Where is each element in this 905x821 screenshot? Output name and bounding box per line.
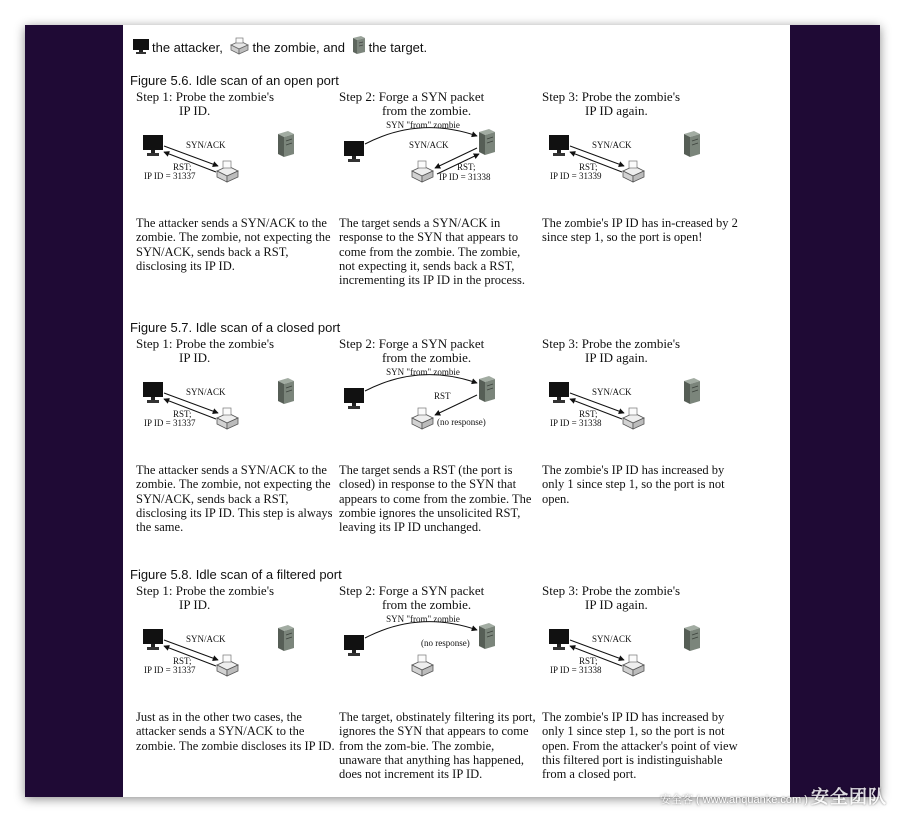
attacker-monitor-icon (143, 382, 163, 403)
step-1 (136, 584, 336, 753)
rst-label: RST; (173, 656, 192, 666)
step-3 (542, 90, 742, 245)
diagram-svg (542, 124, 742, 196)
step-description: The target, obstinately filtering its port, ignores the SYN that appears to come from the zom-bie. The zombie, unaware that anything has happened, does not increment its IP ID. (339, 710, 536, 782)
zombie-printer-icon (623, 161, 644, 182)
step-diagram (136, 618, 336, 690)
zombie-printer-icon (412, 408, 433, 429)
step-diagram (339, 120, 539, 196)
target-server-icon (479, 376, 495, 402)
ipid-label: IP ID = 31337 (144, 171, 196, 181)
watermark-big-text: 安全团队 (811, 787, 887, 807)
diagram-svg (339, 614, 539, 690)
step-subheading: IP ID. (179, 103, 211, 118)
synack-label: SYN/ACK (592, 634, 632, 644)
no-response-label: (no response) (437, 417, 486, 427)
no-response-label: (no response) (421, 638, 470, 648)
step-diagram (542, 371, 742, 443)
figure-open-port (130, 72, 780, 310)
rst-label: RST; (173, 409, 192, 419)
attacker-monitor-icon (549, 629, 569, 650)
step-description: The zombie's IP ID has in-creased by 2 since step 1, so the port is open! (542, 216, 738, 245)
figure-steps (130, 337, 780, 557)
diagram-svg (339, 120, 539, 196)
target-server-icon (278, 625, 294, 651)
target-server-icon (278, 131, 294, 157)
rst-label: RST; (579, 162, 598, 172)
synack-label: SYN/ACK (592, 387, 632, 397)
figure-title: Figure 5.8. Idle scan of a filtered port (130, 567, 342, 582)
diagram-svg (542, 371, 742, 443)
ipid-label: IP ID = 31338 (439, 172, 491, 182)
step-diagram (136, 124, 336, 196)
step-description: Just as in the other two cases, the attacker sends a SYN/ACK to the zombie. The zombie discloses its IP ID. (136, 710, 335, 753)
attacker-monitor-icon (344, 141, 364, 162)
zombie-printer-icon (217, 161, 238, 182)
diagram-svg (542, 618, 742, 690)
step-description: The attacker sends a SYN/ACK to the zombie. The zombie, not expecting the SYN/ACK, sends back a RST, disclosing its IP ID. (136, 216, 331, 273)
legend-target-text: the target. (368, 40, 428, 55)
step-description: The zombie's IP ID has increased by only 1 since step 1, so the port is not open. From the attacker's point of view this filtered port is indistinguishable from a closed port. (542, 710, 738, 782)
step-subheading: IP ID again. (585, 103, 648, 118)
ipid-label: IP ID = 31339 (550, 171, 602, 181)
rst-label: RST; (579, 656, 598, 666)
step-heading: Step 2: Forge a SYN packet (339, 583, 485, 598)
figure-title: Figure 5.6. Idle scan of an open port (130, 73, 339, 88)
zombie-printer-icon (217, 655, 238, 676)
attacker-monitor-icon (344, 388, 364, 409)
monitor-icon (132, 38, 150, 58)
synack-label: SYN/ACK (592, 140, 632, 150)
synack-label: SYN/ACK (186, 140, 226, 150)
zombie-printer-icon (217, 408, 238, 429)
diagram-svg (136, 371, 336, 443)
step-subheading: IP ID again. (585, 597, 648, 612)
step-subheading: IP ID. (179, 597, 211, 612)
diagram-svg (339, 367, 539, 443)
attacker-monitor-icon (143, 135, 163, 156)
rst-label: RST; (173, 162, 192, 172)
watermark (660, 783, 887, 809)
step-subheading: from the zombie. (382, 597, 472, 612)
figure-closed-port (130, 319, 780, 557)
step-2 (339, 337, 539, 534)
figure-title: Figure 5.7. Idle scan of a closed port (130, 320, 341, 335)
step-1 (136, 337, 336, 534)
zombie-printer-icon (412, 655, 433, 676)
rst-label: RST; (457, 162, 476, 172)
target-server-icon (684, 378, 700, 404)
synack-label: SYN/ACK (186, 387, 226, 397)
step-heading: Step 3: Probe the zombie's (542, 336, 681, 351)
zombie-printer-icon (623, 408, 644, 429)
step-heading: Step 3: Probe the zombie's (542, 89, 681, 104)
step-description: The zombie's IP ID has increased by only 1 since step 1, so the port is not open. (542, 463, 725, 506)
target-server-icon (479, 129, 495, 155)
step-2 (339, 90, 539, 287)
synack-label: SYN/ACK (186, 634, 226, 644)
step-subheading: IP ID again. (585, 350, 648, 365)
rst-label: RST; (579, 409, 598, 419)
step-heading: Step 1: Probe the zombie's (136, 89, 275, 104)
watermark-small-text: 安全客 ( www.anquanke.com ) (660, 794, 808, 806)
zombie-printer-icon (623, 655, 644, 676)
ipid-label: IP ID = 31338 (550, 418, 602, 428)
step-2 (339, 584, 539, 781)
step-3 (542, 337, 742, 506)
forged-syn-arrow (365, 622, 477, 638)
step-description: The target sends a SYN/ACK in response to the SYN that appears to come from the zombie. The zombie, not expecting it, sends back a RST, incrementing its IP ID in the process. (339, 216, 525, 288)
step-diagram (136, 371, 336, 443)
ipid-label: IP ID = 31337 (144, 665, 196, 675)
legend-zombie-text: the zombie, and (252, 40, 345, 55)
step-diagram (339, 614, 539, 690)
target-server-icon (684, 131, 700, 157)
diagram-svg (136, 124, 336, 196)
ipid-label: IP ID = 31337 (144, 418, 196, 428)
step-diagram (339, 367, 539, 443)
step-3 (542, 584, 742, 781)
zombie-printer-icon (412, 161, 433, 182)
syn-from-zombie-label: SYN "from" zombie (386, 120, 460, 130)
syn-from-zombie-label: SYN "from" zombie (386, 614, 460, 624)
rst-label: RST (434, 391, 451, 401)
legend-attacker-text: the attacker, (152, 40, 223, 55)
step-description: The attacker sends a SYN/ACK to the zombie. The zombie, not expecting the SYN/ACK, sends back a RST, disclosing its IP ID. This step is always the same. (136, 463, 333, 535)
target-server-icon (479, 623, 495, 649)
attacker-monitor-icon (143, 629, 163, 650)
step-1 (136, 90, 336, 273)
target-server-icon (278, 378, 294, 404)
figure-filtered-port (130, 566, 780, 804)
attacker-monitor-icon (549, 135, 569, 156)
diagram-svg (136, 618, 336, 690)
legend (130, 35, 427, 58)
server-icon (351, 35, 367, 58)
step-subheading: from the zombie. (382, 103, 472, 118)
synack-label: SYN/ACK (409, 140, 449, 150)
attacker-monitor-icon (344, 635, 364, 656)
step-description: The target sends a RST (the port is closed) in response to the SYN that appears to come from the zombie. The zombie ignores the unsolicited RST, leaving its IP ID unchanged. (339, 463, 532, 535)
step-subheading: IP ID. (179, 350, 211, 365)
syn-from-zombie-label: SYN "from" zombie (386, 367, 460, 377)
step-heading: Step 2: Forge a SYN packet (339, 89, 485, 104)
step-heading: Step 2: Forge a SYN packet (339, 336, 485, 351)
figure-steps (130, 90, 780, 310)
step-heading: Step 1: Probe the zombie's (136, 583, 275, 598)
ipid-label: IP ID = 31338 (550, 665, 602, 675)
step-diagram (542, 124, 742, 196)
step-heading: Step 1: Probe the zombie's (136, 336, 275, 351)
step-diagram (542, 618, 742, 690)
attacker-monitor-icon (549, 382, 569, 403)
step-heading: Step 3: Probe the zombie's (542, 583, 681, 598)
step-subheading: from the zombie. (382, 350, 472, 365)
figure-steps (130, 584, 780, 804)
target-server-icon (684, 625, 700, 651)
printer-icon (228, 37, 250, 58)
forged-syn-arrow (365, 375, 477, 391)
